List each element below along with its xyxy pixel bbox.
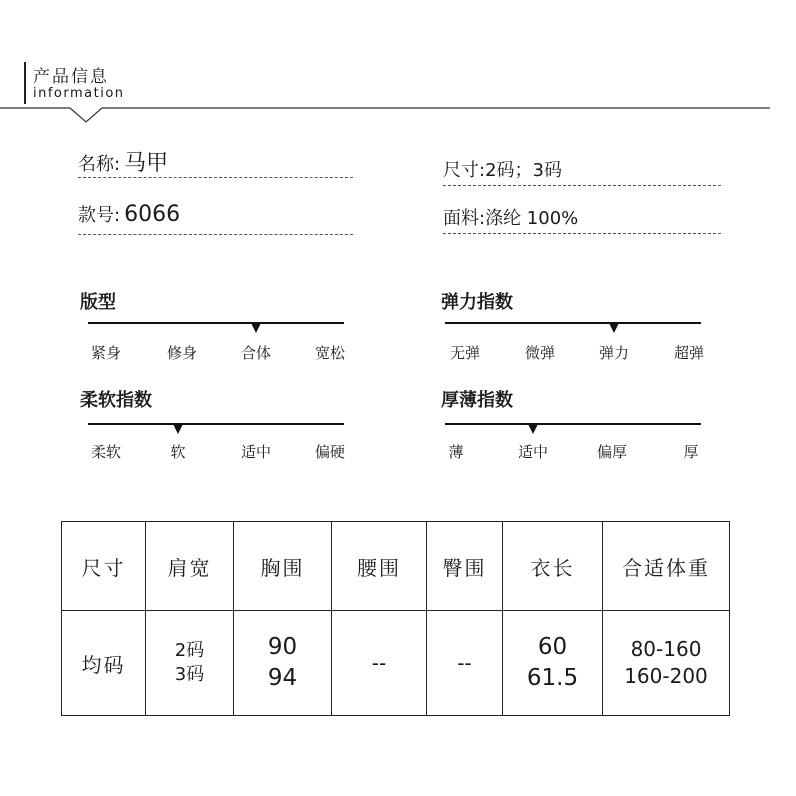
fit-option: 宽松	[314, 344, 346, 362]
fit-option: 合体	[240, 344, 272, 362]
elasticity-option: 微弹	[524, 344, 556, 362]
table-header-row	[62, 522, 730, 611]
size-value: 2码；3码	[485, 160, 562, 181]
table-header-cell: 尺寸	[62, 522, 146, 611]
elasticity-scale-title: 弹力指数	[441, 292, 513, 313]
softness-option: 软	[170, 443, 186, 461]
softness-option: 柔软	[90, 443, 122, 461]
weight-value: 160-200	[624, 664, 708, 688]
section-subtitle: information	[33, 86, 125, 101]
section-title: 产品信息	[33, 67, 109, 87]
chest-value: 90	[267, 633, 298, 660]
product-name-value: 马甲	[124, 151, 169, 176]
fit-scale-title: 版型	[80, 292, 116, 313]
shoulder-value: 2码	[174, 639, 205, 661]
style-no-value: 6066	[124, 202, 181, 227]
weight-cell	[603, 611, 730, 716]
table-header-cell: 腰围	[332, 522, 427, 611]
name-underline	[78, 177, 353, 178]
thickness-option: 适中	[517, 443, 549, 461]
size-label: 尺寸:	[443, 160, 486, 181]
elasticity-option: 超弹	[673, 344, 705, 362]
fit-option: 修身	[166, 344, 198, 362]
table-header-cell: 肩宽	[146, 522, 234, 611]
elasticity-scale-pointer	[609, 323, 619, 333]
style-no-underline	[78, 234, 353, 235]
table-header-cell: 合适体重	[603, 522, 730, 611]
fabric-row	[443, 204, 578, 230]
softness-option: 偏硬	[314, 443, 346, 461]
fit-scale-pointer	[251, 323, 261, 333]
fit-scale-line	[88, 322, 344, 324]
table-header-cell: 衣长	[503, 522, 603, 611]
product-name-label: 名称:	[78, 154, 121, 175]
thickness-scale-title: 厚薄指数	[441, 390, 513, 411]
size-row	[443, 156, 562, 182]
softness-scale-line	[88, 423, 344, 425]
table-row	[62, 611, 730, 716]
chest-value: 94	[267, 665, 298, 691]
header-divider-line	[0, 0, 796, 130]
thickness-scale-line	[445, 423, 701, 425]
fabric-value: 涤纶 100%	[485, 208, 579, 229]
size-underline	[443, 185, 721, 186]
softness-scale-pointer	[173, 424, 183, 434]
shoulder-cell	[146, 611, 234, 716]
length-cell	[503, 611, 603, 716]
softness-scale-title: 柔软指数	[80, 390, 152, 411]
table-header-cell: 胸围	[234, 522, 332, 611]
style-no-row	[78, 201, 180, 227]
size-cell: 均码	[62, 611, 146, 716]
fabric-underline	[443, 233, 721, 234]
size-table	[61, 521, 730, 716]
weight-value: 80-160	[630, 637, 702, 661]
elasticity-option: 弹力	[598, 344, 630, 362]
length-value: 61.5	[526, 665, 579, 691]
shoulder-value: 3码	[174, 664, 205, 685]
product-name-row	[78, 146, 168, 177]
thickness-scale-pointer	[528, 424, 538, 434]
thickness-option: 厚	[683, 443, 699, 461]
thickness-option: 薄	[448, 443, 464, 461]
thickness-option: 偏厚	[596, 443, 628, 461]
length-value: 60	[537, 633, 568, 660]
chest-cell	[234, 611, 332, 716]
table-header-cell: 臀围	[427, 522, 503, 611]
softness-option: 适中	[240, 443, 272, 461]
waist-cell: --	[332, 611, 427, 716]
style-no-label: 款号:	[78, 205, 121, 226]
elasticity-scale-line	[445, 322, 701, 324]
fabric-label: 面料:	[443, 208, 486, 229]
fit-option: 紧身	[90, 344, 122, 362]
hip-cell: --	[427, 611, 503, 716]
elasticity-option: 无弹	[449, 344, 481, 362]
